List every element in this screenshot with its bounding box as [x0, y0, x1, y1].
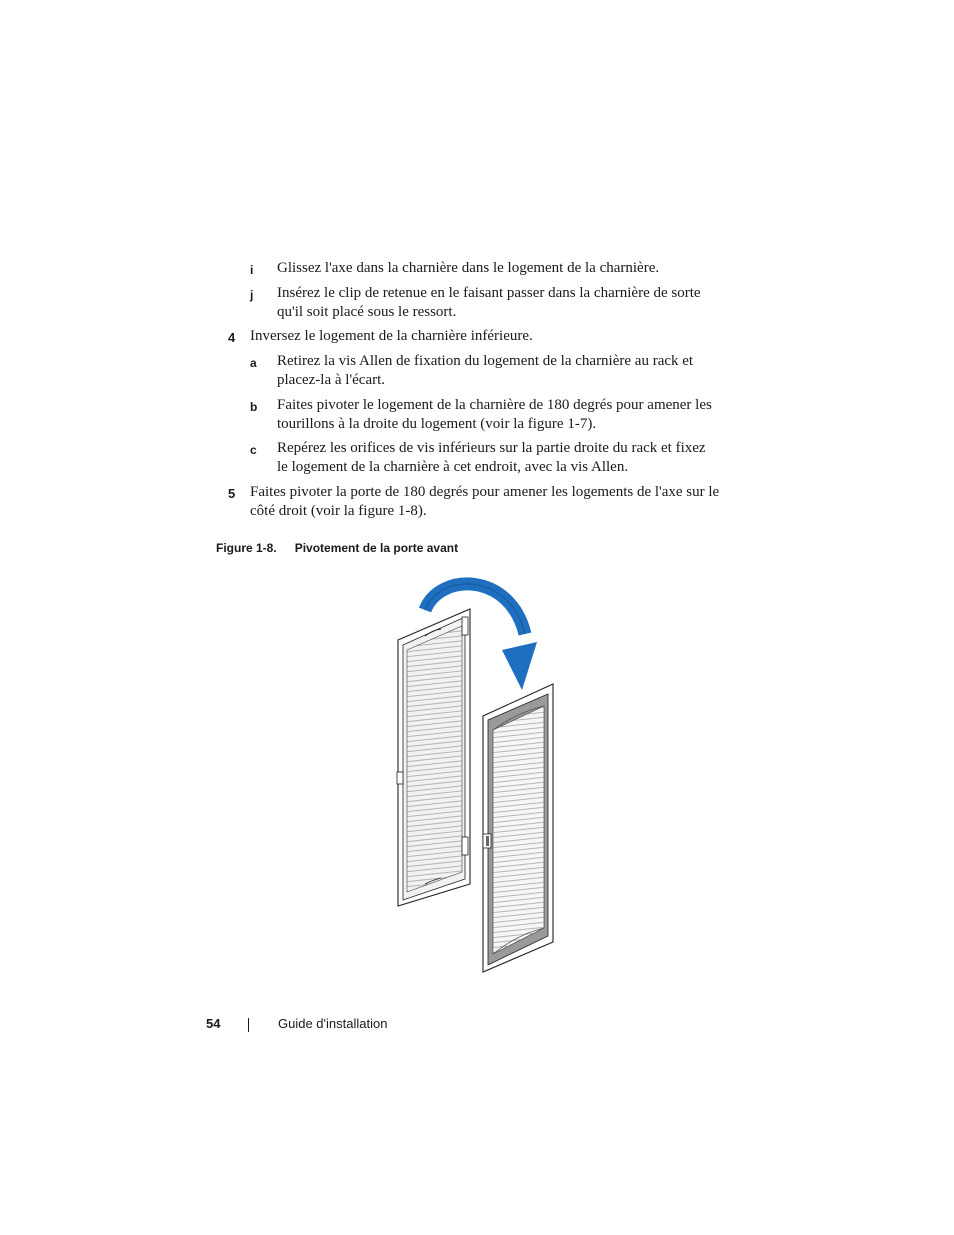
figure-title: Pivotement de la porte avant — [294, 541, 459, 555]
substep-text: Insérez le clip de retenue en le faisant passer dans la charnière de sorte qu'il soit placé sous le ressort. — [277, 285, 701, 320]
figure-label: Figure 1-8. — [216, 541, 277, 555]
page-number: 54 — [206, 1016, 221, 1031]
figure-caption — [216, 541, 458, 555]
footer-divider — [248, 1018, 249, 1032]
substep-marker: i — [250, 263, 254, 277]
substep-marker: j — [250, 288, 254, 302]
door-rotation-illustration — [380, 572, 580, 982]
step-number: 4 — [228, 330, 236, 345]
substep-text: Retirez la vis Allen de fixation du logement de la charnière au rack et placez-la à l'écart. — [277, 353, 694, 388]
footer-title: Guide d'installation — [278, 1016, 388, 1031]
substep-text: Glissez l'axe dans la charnière dans le logement de la charnière. — [277, 260, 660, 276]
substep-marker: c — [250, 443, 257, 457]
door-after-rotation — [483, 684, 553, 972]
substep-marker: a — [250, 356, 257, 370]
step-text: Inversez le logement de la charnière inférieure. — [250, 328, 533, 344]
step-number: 5 — [228, 486, 236, 501]
substep-text: Repérez les orifices de vis inférieurs sur la partie droite du rack et fixez le logement de la charnière à cet endroit, avec la vis Allen. — [277, 440, 706, 475]
door-before-rotation — [397, 609, 470, 906]
substep-marker: b — [250, 400, 258, 414]
step-text: Faites pivoter la porte de 180 degrés pour amener les logements de l'axe sur le côté droit (voir la figure 1-8). — [250, 484, 720, 519]
substep-text: Faites pivoter le logement de la charnière de 180 degrés pour amener les tourillons à la droite du logement (voir la figure 1-7). — [277, 397, 712, 432]
